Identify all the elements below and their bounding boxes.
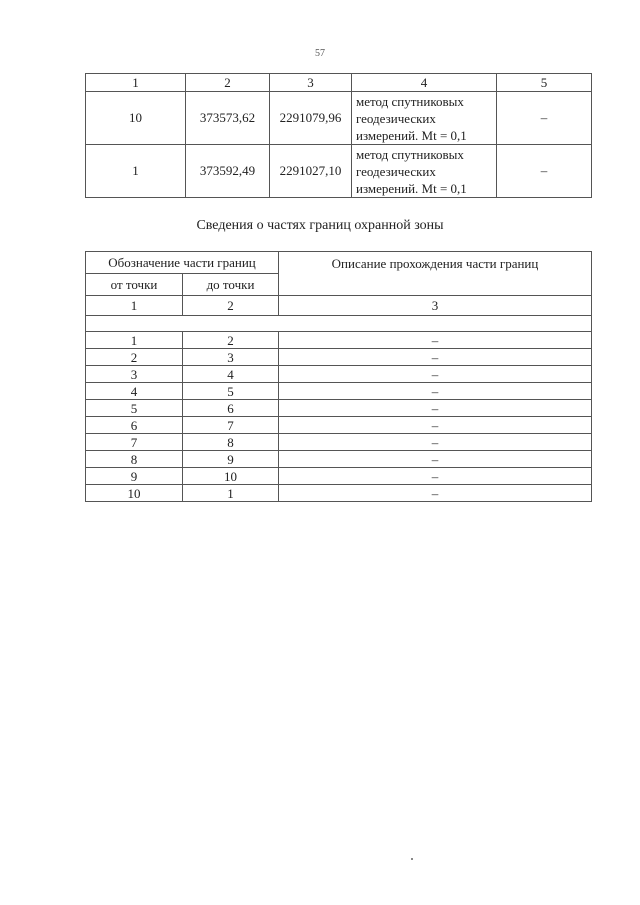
to-point: 6 (183, 400, 279, 417)
table-row (86, 468, 592, 485)
from-point: 1 (86, 332, 183, 349)
coordinate-y: 2291027,10 (270, 145, 352, 198)
description: – (279, 383, 592, 400)
coordinate-x: 373592,49 (186, 145, 270, 198)
table-row (86, 383, 592, 400)
column-number: 1 (86, 296, 183, 316)
group-header: Обозначение части границ (86, 252, 279, 274)
description: – (279, 349, 592, 366)
coordinates-header-cell: 2 (186, 74, 270, 92)
description: – (279, 400, 592, 417)
column-number: 3 (279, 296, 592, 316)
from-point: 4 (86, 383, 183, 400)
column-number: 2 (183, 296, 279, 316)
table-row (86, 485, 592, 502)
section-title: Сведения о частях границ охранной зоны (196, 218, 444, 233)
coordinates-header-cell: 5 (497, 74, 592, 92)
spacer-row (86, 316, 592, 332)
to-point: 5 (183, 383, 279, 400)
table-row (86, 92, 592, 145)
to-point: 2 (183, 332, 279, 349)
method-line: метод спутниковых (356, 93, 464, 109)
table-row (86, 400, 592, 417)
from-point: 10 (86, 485, 183, 502)
to-point: 3 (183, 349, 279, 366)
from-point-header: от точки (86, 274, 183, 296)
point-number: 1 (86, 145, 186, 198)
table-row (86, 349, 592, 366)
method-line: измерений. Mt = 0,1 (356, 127, 467, 143)
description: – (279, 417, 592, 434)
description: – (279, 451, 592, 468)
method-line: геодезических (356, 110, 436, 126)
description: – (279, 485, 592, 502)
description: – (279, 434, 592, 451)
column-number-row (86, 296, 592, 316)
from-point: 8 (86, 451, 183, 468)
page-number: 57 (315, 48, 325, 59)
table-row (86, 332, 592, 349)
method-line: геодезических (356, 163, 436, 179)
spacer-cell (86, 316, 592, 332)
table-row (86, 145, 592, 198)
point-number: 10 (86, 92, 186, 145)
coordinate-x: 373573,62 (186, 92, 270, 145)
table-row (86, 366, 592, 383)
method-line: измерений. Mt = 0,1 (356, 180, 467, 196)
coordinates-header-cell: 4 (352, 74, 497, 92)
scan-dot (411, 858, 413, 860)
coordinate-y: 2291079,96 (270, 92, 352, 145)
table-row (86, 417, 592, 434)
from-point: 5 (86, 400, 183, 417)
to-point: 10 (183, 468, 279, 485)
to-point: 7 (183, 417, 279, 434)
note-cell: – (497, 145, 592, 198)
coordinates-header-cell: 1 (86, 74, 186, 92)
boundary-parts-table (85, 251, 592, 502)
to-point-header: до точки (183, 274, 279, 296)
to-point: 1 (183, 485, 279, 502)
from-point: 2 (86, 349, 183, 366)
to-point: 4 (183, 366, 279, 383)
coordinates-header-cell: 3 (270, 74, 352, 92)
from-point: 9 (86, 468, 183, 485)
method-line: метод спутниковых (356, 146, 464, 162)
table-row (86, 451, 592, 468)
from-point: 3 (86, 366, 183, 383)
description-header: Описание прохождения части границ (279, 252, 592, 296)
to-point: 8 (183, 434, 279, 451)
table-row (86, 434, 592, 451)
from-point: 7 (86, 434, 183, 451)
coordinates-table (85, 73, 592, 198)
method-cell (352, 92, 497, 145)
method-cell (352, 145, 497, 198)
to-point: 9 (183, 451, 279, 468)
description: – (279, 366, 592, 383)
parts-header-row (86, 252, 592, 274)
note-cell: – (497, 92, 592, 145)
from-point: 6 (86, 417, 183, 434)
description: – (279, 468, 592, 485)
coordinates-header-row (86, 74, 592, 92)
description: – (279, 332, 592, 349)
